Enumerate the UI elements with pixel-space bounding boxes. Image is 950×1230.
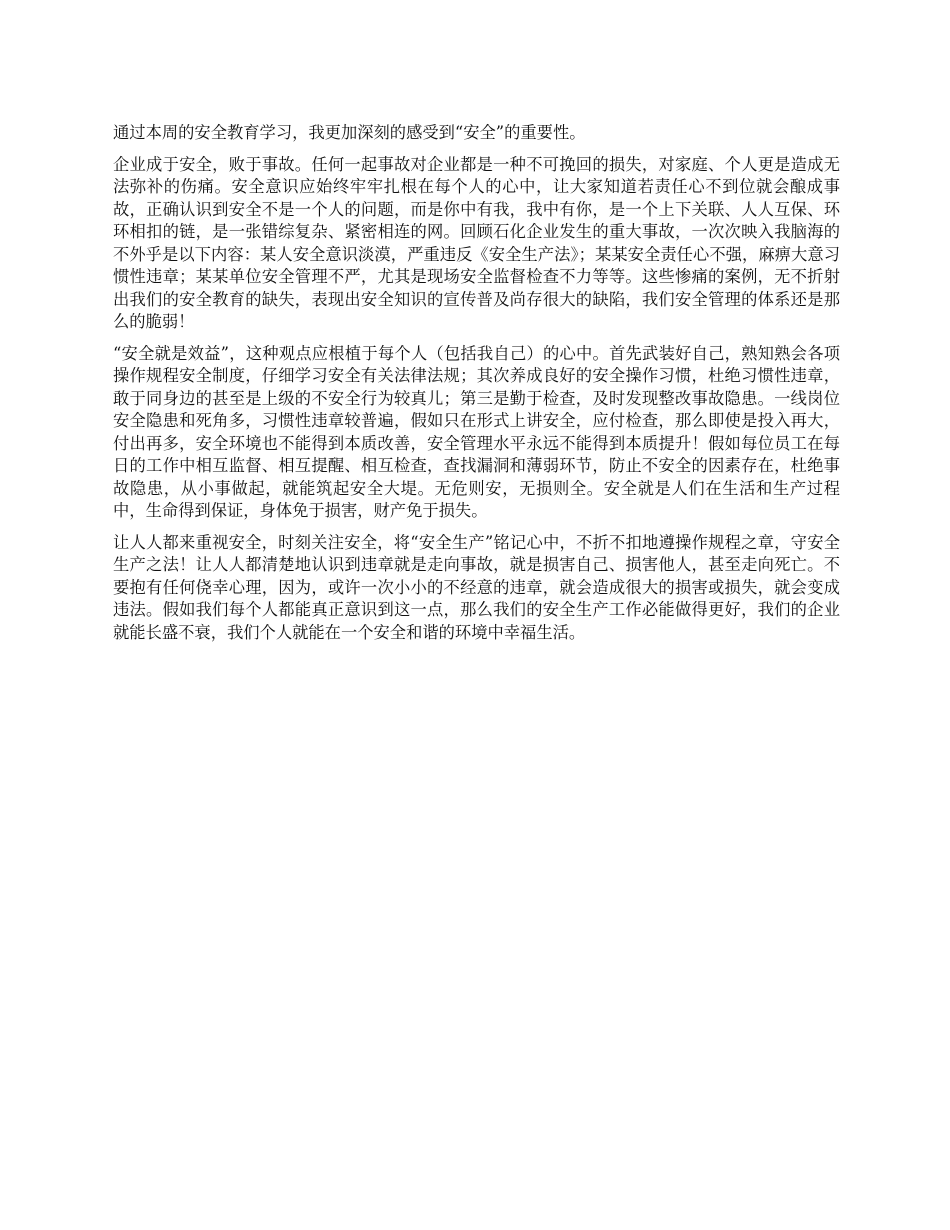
paragraph-intro: 通过本周的安全教育学习，我更加深刻的感受到“安全”的重要性。 xyxy=(113,123,586,142)
paragraph-safety-failures: 企业成于安全，败于事故。任何一起事故对企业都是一种不可挽回的损失，对家庭、个人更是造成无法弥补的伤痛。安全意识应始终牢牢扎根在每个人的心中，让大家知道若责任心不到位就会酿成事故，正确认识到安全不是一个人的问题，而是你中有我，我中有你，是一个上下关联、人人互保、环环相扣的链，是一张错综复杂、紧密相连的网。回顾石化企业发生的重大事故，一次次映入我脑海的不外乎是以下内容：某人安全意识淡漠，严重违反《安全生产法》；某某安全责任心不强，麻痹大意习惯性违章；某某单位安全管理不严，尤其是现场安全监督检查不力等等。这些惨痛的案例，无不折射出我们的安全教育的缺失，表现出安全知识的宣传普及尚存很大的缺陷，我们安全管理的体系还是那么的脆弱！ xyxy=(113,154,840,331)
paragraph-safety-is-benefit: “安全就是效益”，这种观点应根植于每个人（包括我自己）的心中。首先武装好自己，熟知熟会各项操作规程安全制度，仔细学习安全有关法律法规；其次养成良好的安全操作习惯，杜绝习惯性违章，敢于同身边的甚至是上级的不安全行为较真儿；第三是勤于检查，及时发现整改事故隐患。一线岗位安全隐患和死角多，习惯性违章较普遍，假如只在形式上讲安全，应付检查，那么即使是投入再大，付出再多，安全环境也不能得到本质改善，安全管理水平永远不能得到本质提升！假如每位员工在每日的工作中相互监督、相互提醒、相互检查，查找漏洞和薄弱环节，防止不安全的因素存在，杜绝事故隐患，从小事做起，就能筑起安全大堤。无危则安，无损则全。安全就是人们在生活和生产过程中，生命得到保证，身体免于损害，财产免于损失。 xyxy=(113,343,840,520)
document-body xyxy=(113,122,840,653)
paragraph-conclusion: 让人人都来重视安全，时刻关注安全，将“安全生产”铭记心中，不折不扣地遵操作规程之章，守安全生产之法！让人人都清楚地认识到违章就是走向事故，就是损害自己、损害他人，甚至走向死亡。不要抱有任何侥幸心理，因为，或许一次小小的不经意的违章，就会造成很大的损害或损失，就会变成违法。假如我们每个人都能真正意识到这一点，那么我们的安全生产工作必能做得更好，我们的企业就能长盛不衰，我们个人就能在一个安全和谐的环境中幸福生活。 xyxy=(113,532,840,642)
